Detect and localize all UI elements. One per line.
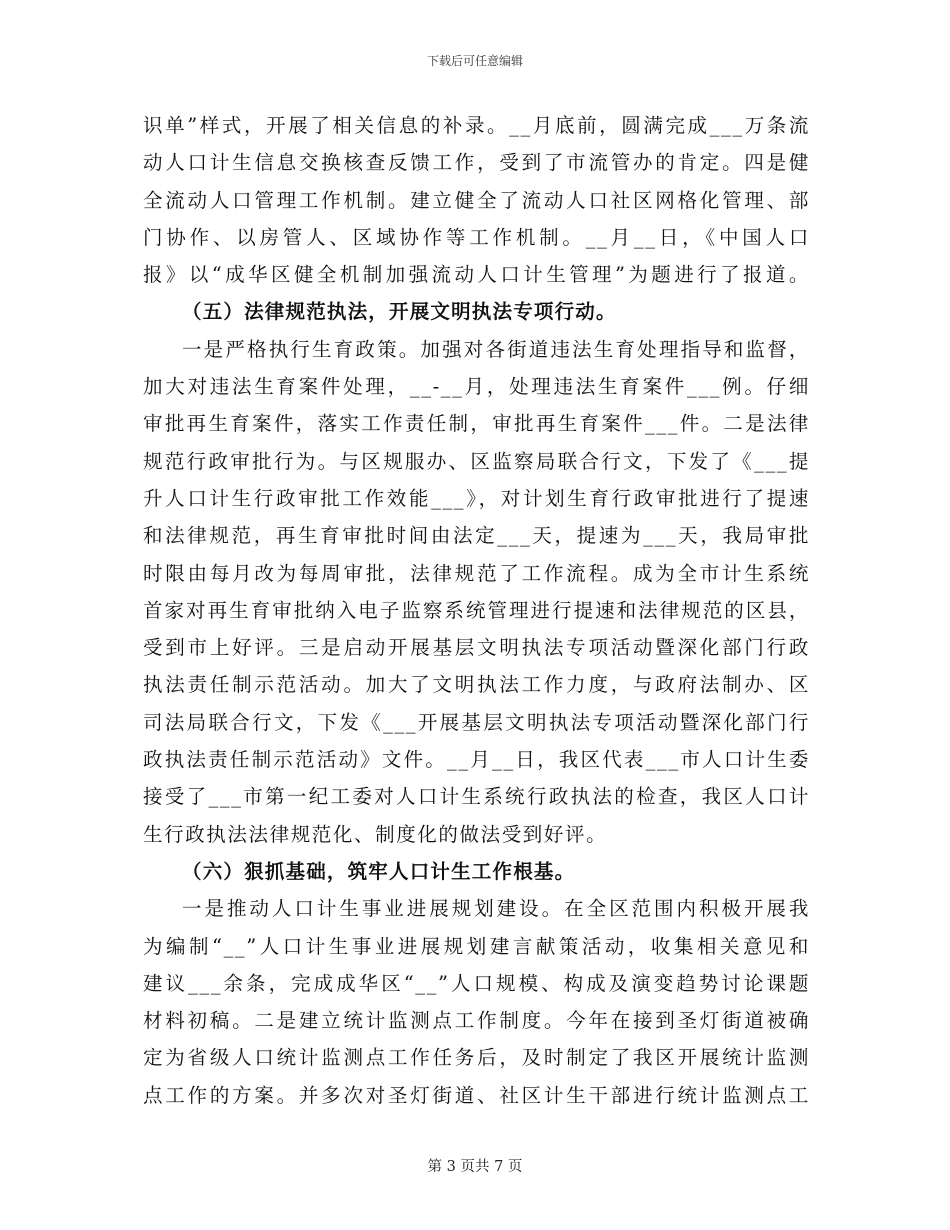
text-line: 识单”样式，开展了相关信息的补录。__月底前，圆满完成___万条流 [143,114,810,137]
text-line: 加大对违法生育案件处理，__-__月，处理违法生育案件___例。仔细 [143,375,810,399]
text-line: 为编制“__”人口计生事业进展规划建言献策活动，收集相关意见和 [143,934,810,958]
text-line: 报》以“成华区健全机制加强流动人口计生管理”为题进行了报道。 [143,263,810,287]
text-line: 首家对再生育审批纳入电子监察系统管理进行提速和法律规范的区县， [143,598,810,622]
text-line: 动人口计生信息交换核查反馈工作，受到了市流管办的肯定。四是健 [143,151,810,175]
text-line: 升人口计生行政审批工作效能___》，对计划生育行政审批进行了提速 [143,486,810,510]
text-line: 门协作、以房管人、区域协作等工作机制。__月__日，《中国人口 [143,225,810,249]
text-line: 和法律规范，再生育审批时间由法定___天，提速为___天，我局审批 [143,524,810,548]
section-heading: （六）狠抓基础，筑牢人口计生工作根基。 [182,859,576,883]
page-header: 下载后可任意编辑 [426,54,523,68]
text-line: 接受了___市第一纪工委对人口计生系统行政执法的检查，我区人口计 [143,785,810,809]
text-line: 一是推动人口计生事业进展规划建设。在全区范围内积极开展我 [182,897,810,921]
text-line: 定为省级人口统计监测点工作任务后，及时制定了我区开展统计监测 [143,1046,810,1070]
text-line: 点工作的方案。并多次对圣灯街道、社区计生干部进行统计监测点工 [143,1083,810,1107]
text-line: 执法责任制示范活动。加大了文明执法工作力度，与政府法制办、区 [143,673,810,697]
text-line: 时限由每月改为每周审批，法律规范了工作流程。成为全市计生系统 [143,561,810,585]
text-line: 受到市上好评。三是启动开展基层文明执法专项活动暨深化部门行政 [143,636,810,660]
text-line: 生行政执法法律规范化、制度化的做法受到好评。 [143,822,608,846]
document-body [143,107,810,1114]
text-line: 全流动人口管理工作机制。建立健全了流动人口社区网格化管理、部 [143,188,810,212]
text-line: 一是严格执行生育政策。加强对各街道违法生育处理指导和监督， [182,337,810,361]
text-line: 审批再生育案件，落实工作责任制，审批再生育案件___件。二是法律 [143,412,810,436]
text-line: 司法局联合行文，下发《___开展基层文明执法专项活动暨深化部门行 [143,710,810,734]
page-number: 第 3 页共 7 页 [427,1159,523,1175]
text-line: 材料初稿。二是建立统计监测点工作制度。今年在接到圣灯街道被确 [143,1009,810,1033]
text-line: 政执法责任制示范活动》文件。__月__日，我区代表___市人口计生委 [143,748,810,772]
section-heading: （五）法律规范执法，开展文明执法专项行动。 [182,300,617,324]
text-line: 规范行政审批行为。与区规服办、区监察局联合行文，下发了《___提 [143,449,810,473]
text-line: 建议___余条，完成成华区“__”人口规模、构成及演变趋势讨论课题 [143,971,810,995]
